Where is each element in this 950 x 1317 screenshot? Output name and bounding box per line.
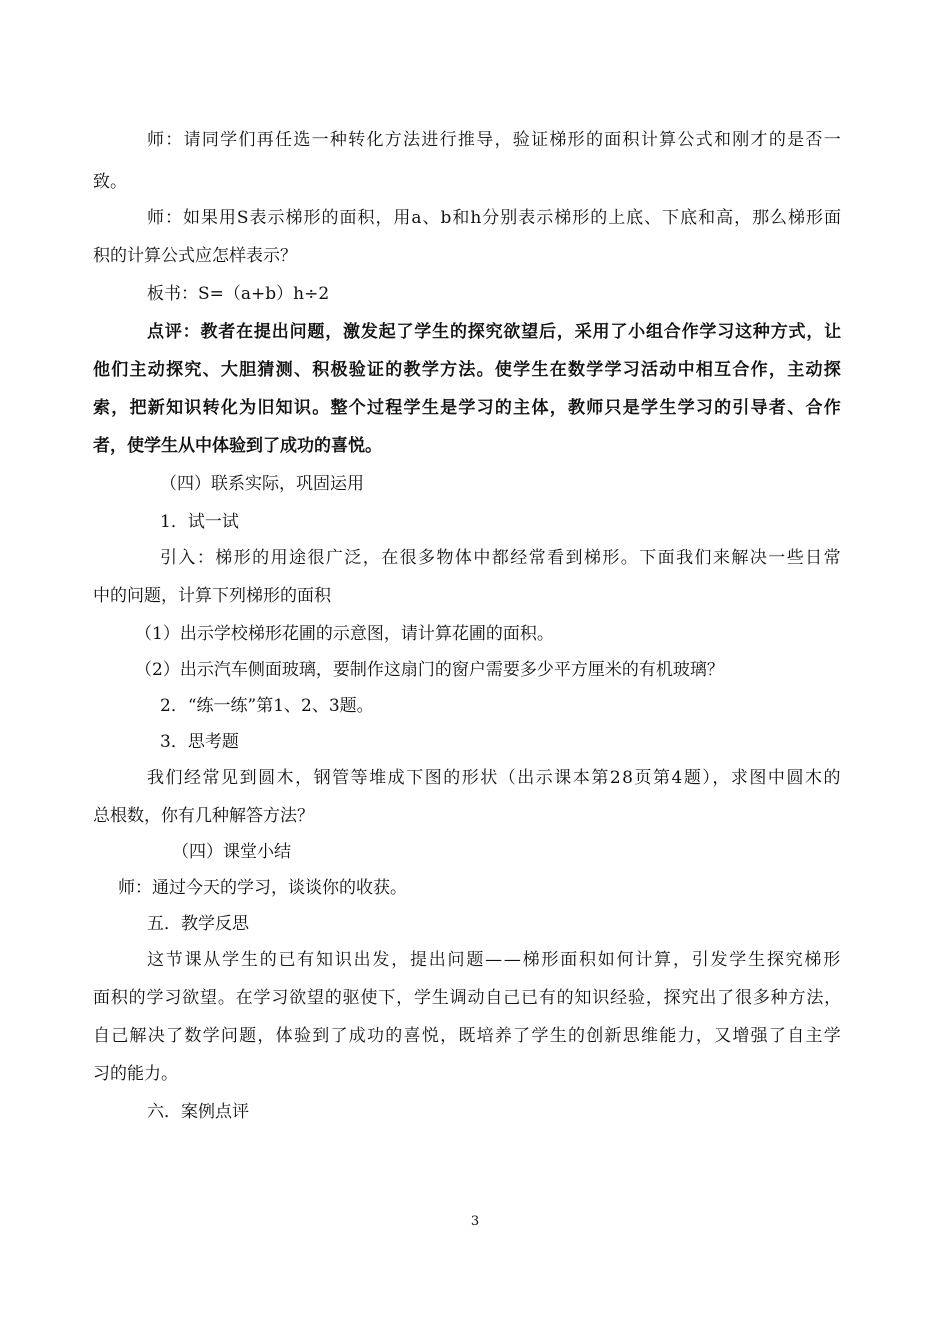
paragraph-line: 板书：S=（a+b）h÷2: [147, 284, 330, 304]
comment-line: 索，把新知识转化为旧知识。整个过程学生是学习的主体，教师只是学生学习的引导者、合作: [93, 398, 842, 418]
paragraph-line: 总根数，你有几种解答方法？: [93, 806, 314, 826]
paragraph-line: 面积的学习欲望。在学习欲望的驱使下，学生调动自己已有的知识经验，探究出了很多种方法，: [93, 988, 842, 1008]
paragraph-line: 这节课从学生的已有知识出发，提出问题——梯形面积如何计算，引发学生探究梯形: [147, 950, 842, 970]
paragraph-line: 积的计算公式应怎样表示？: [93, 246, 297, 266]
paragraph-line: 引入：梯形的用途很广泛，在很多物体中都经常看到梯形。下面我们来解决一些日常: [160, 548, 842, 568]
paragraph-line: 我们经常见到圆木，钢管等堆成下图的形状（出示课本第28页第4题），求图中圆木的: [147, 768, 842, 788]
paragraph-line: 师：通过今天的学习，谈谈你的收获。: [118, 878, 407, 898]
section-heading: （四）联系实际，巩固运用: [160, 474, 364, 494]
section-heading: 六．案例点评: [147, 1102, 249, 1122]
paragraph-line: 中的问题，计算下列梯形的面积: [93, 586, 331, 606]
page-number: 3: [470, 1214, 480, 1229]
list-item: （1）出示学校梯形花圃的示意图，请计算花圃的面积。: [135, 624, 554, 644]
comment-line: 点评：教者在提出问题，激发起了学生的探究欲望后，采用了小组合作学习这种方式，让: [147, 322, 842, 342]
subheading: 1．试一试: [160, 512, 239, 532]
comment-line: 他们主动探究、大胆猜测、积极验证的教学方法。使学生在数学学习活动中相互合作，主动探: [93, 360, 842, 380]
paragraph-line: 习的能力。: [93, 1064, 178, 1084]
comment-line: 者，使学生从中体验到了成功的喜悦。: [93, 436, 382, 456]
paragraph-line: 致。: [93, 172, 127, 192]
subheading: 2．“练一练”第1、2、3题。: [160, 696, 374, 716]
section-heading: （四）课堂小结: [172, 842, 291, 862]
subheading: 3．思考题: [160, 732, 239, 752]
section-heading: 五．教学反思: [147, 914, 249, 934]
paragraph-line: 师：如果用S表示梯形的面积，用a、b和h分别表示梯形的上底、下底和高，那么梯形面: [147, 208, 842, 228]
list-item: （2）出示汽车侧面玻璃，要制作这扇门的窗户需要多少平方厘米的有机玻璃？: [135, 660, 724, 680]
paragraph-line: 师：请同学们再任选一种转化方法进行推导，验证梯形的面积计算公式和刚才的是否一: [147, 130, 842, 150]
paragraph-line: 自己解决了数学问题，体验到了成功的喜悦，既培养了学生的创新思维能力，又增强了自主学: [93, 1026, 842, 1046]
